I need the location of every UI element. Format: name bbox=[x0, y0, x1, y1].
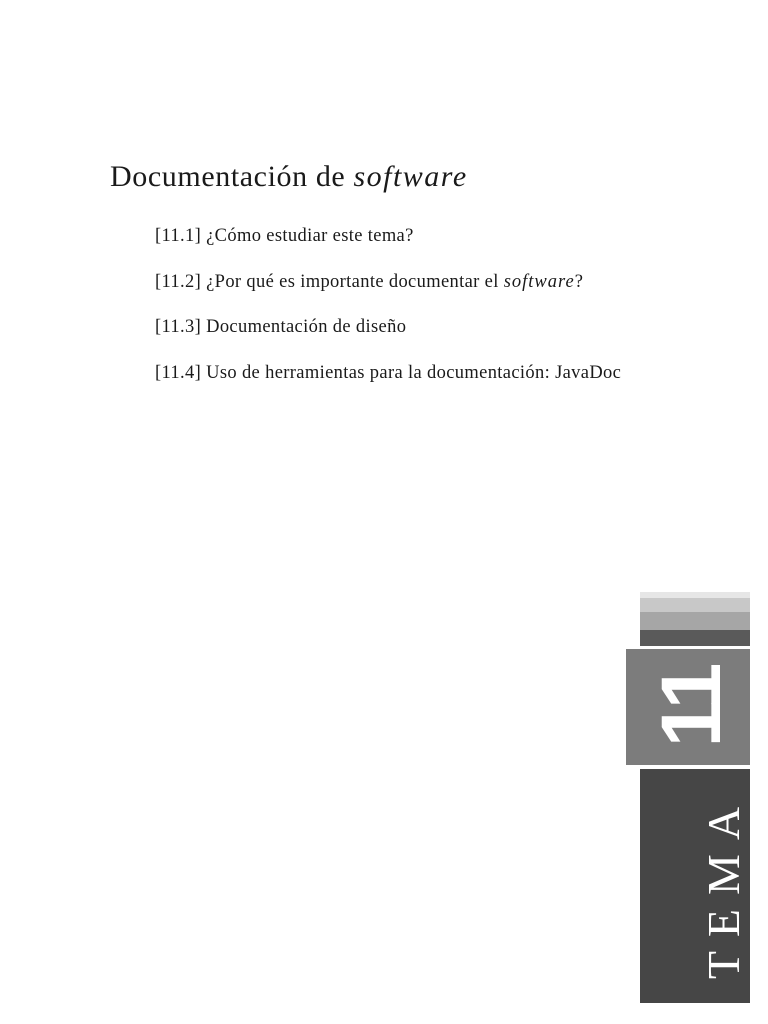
toc-item-11-2 bbox=[155, 272, 621, 318]
toc-item-11-4 bbox=[155, 363, 621, 409]
toc-item-number: [11.1] bbox=[155, 226, 202, 246]
toc-item-number: [11.2] bbox=[155, 271, 202, 292]
toc-item-11-1 bbox=[155, 226, 621, 272]
toc-item-text: Uso de herramientas para la documentación: JavaDoc bbox=[206, 362, 622, 383]
toc-item-11-3 bbox=[155, 317, 621, 363]
chapter-title-text: Documentación de bbox=[110, 160, 354, 193]
toc-item-emphasis: software bbox=[503, 271, 575, 292]
toc-item-suffix: ? bbox=[574, 271, 584, 292]
toc-item-text: ¿Por qué es importante documentar el bbox=[206, 271, 504, 292]
toc-item-text: Documentación de diseño bbox=[206, 317, 407, 337]
toc-item-number: [11.4] bbox=[155, 362, 202, 383]
tab-stripe-dark bbox=[640, 630, 750, 646]
chapter-number: 11 bbox=[644, 666, 738, 748]
chapter-label: TEMA bbox=[698, 792, 749, 980]
toc-item-number: [11.3] bbox=[155, 317, 202, 337]
table-of-contents bbox=[155, 226, 621, 408]
chapter-title-emphasis: software bbox=[353, 160, 468, 193]
chapter-label-tab bbox=[640, 769, 750, 1003]
tab-stripe-light bbox=[640, 598, 750, 612]
tab-stripe-mid bbox=[640, 612, 750, 630]
toc-item-text: ¿Cómo estudiar este tema? bbox=[206, 226, 414, 246]
chapter-title bbox=[110, 160, 468, 194]
chapter-number-tab bbox=[626, 649, 750, 765]
